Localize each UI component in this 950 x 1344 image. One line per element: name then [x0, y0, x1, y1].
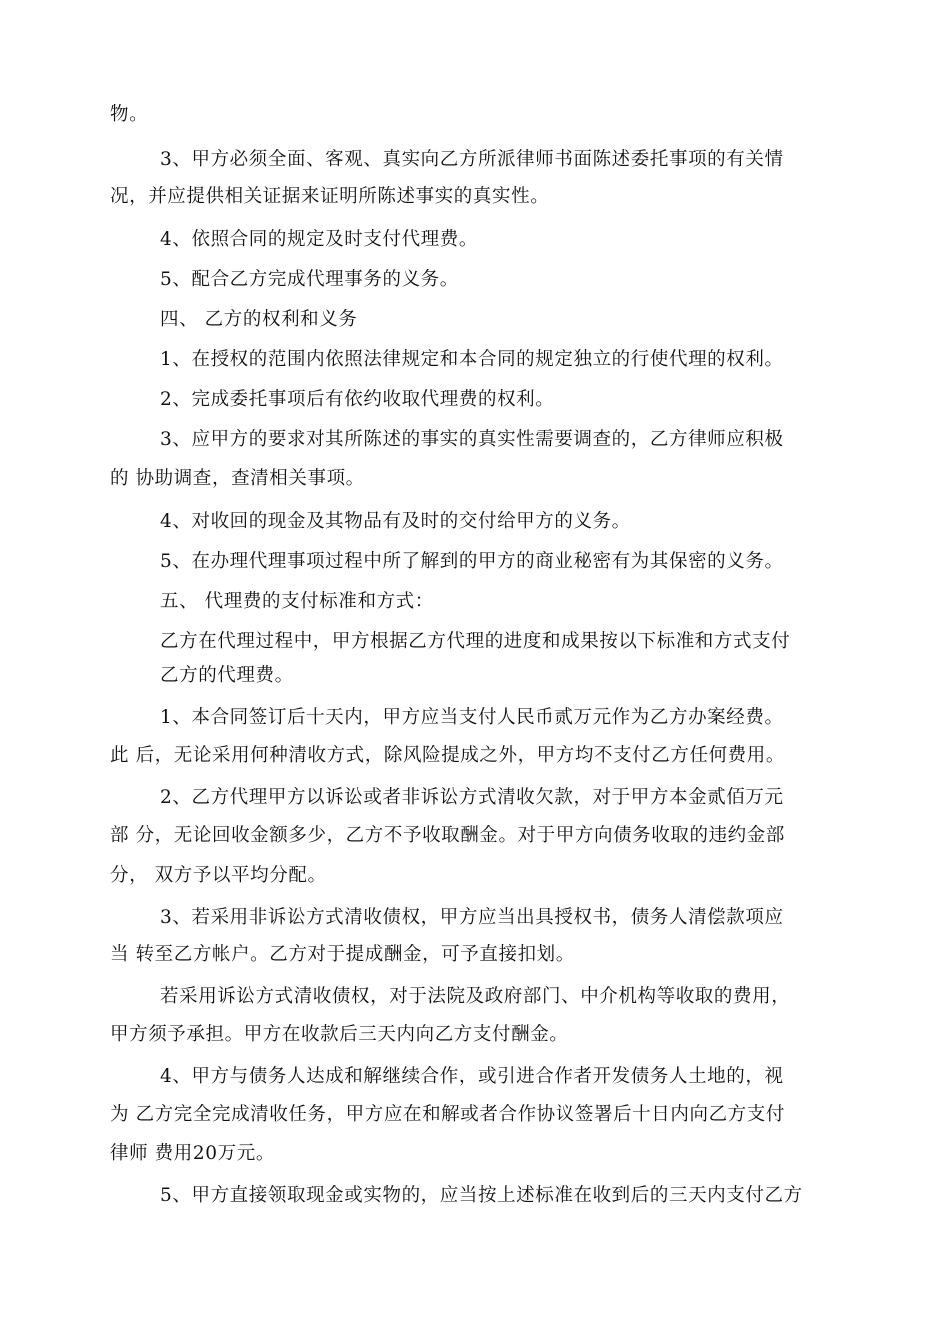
- text-line: 2、乙方代理甲方以诉讼或者非诉讼方式清收欠款，对于甲方本金贰佰万元: [160, 787, 784, 808]
- text-line: 2、完成委托事项后有依约收取代理费的权利。: [160, 389, 555, 410]
- text-line: 的 协助调查，查清相关事项。: [110, 468, 365, 489]
- section-heading: 五、 代理费的支付标准和方式：: [160, 591, 434, 612]
- section-heading: 四、 乙方的权利和义务: [160, 309, 358, 330]
- text-line: 物。: [110, 104, 149, 125]
- text-line: 当 转至乙方帐户。乙方对于提成酬金，可予直接扣划。: [110, 944, 575, 965]
- text-line: 5、在办理代理事项过程中所了解到的甲方的商业秘密有为其保密的义务。: [160, 551, 784, 572]
- text-line: 甲方须予承担。甲方在收款后三天内向乙方支付酬金。: [110, 1024, 569, 1045]
- text-line: 4、依照合同的规定及时支付代理费。: [160, 229, 478, 250]
- text-line: 乙方的代理费。: [160, 665, 294, 686]
- text-line: 5、配合乙方完成代理事务的义务。: [160, 269, 459, 290]
- text-line: 为 乙方完全完成清收任务，甲方应在和解或者合作协议签署后十日内向乙方支付: [110, 1104, 785, 1125]
- text-line: 5、甲方直接领取现金或实物的，应当按上述标准在收到后的三天内支付乙方: [160, 1185, 803, 1206]
- text-line: 3、若采用非诉讼方式清收债权，甲方应当出具授权书，债务人清偿款项应: [160, 907, 784, 928]
- text-line: 乙方在代理过程中，甲方根据乙方代理的进度和成果按以下标准和方式支付: [160, 631, 791, 652]
- text-line: 3、应甲方的要求对其所陈述的事实的真实性需要调查的，乙方律师应积极: [160, 429, 784, 450]
- text-line: 4、甲方与债务人达成和解继续合作，或引进合作者开发债务人土地的，视: [160, 1066, 784, 1087]
- text-line: 若采用诉讼方式清收债权，对于法院及政府部门、中介机构等收取的费用，: [160, 986, 791, 1007]
- text-line: 1、本合同签订后十天内，甲方应当支付人民币贰万元作为乙方办案经费。: [160, 707, 784, 728]
- text-line: 律师 费用20万元。: [110, 1143, 275, 1164]
- text-line: 部 分，无论回收金额多少，乙方不予收取酬金。对于甲方向债务收取的违约金部: [110, 825, 785, 846]
- text-line: 3、甲方必须全面、客观、真实向乙方所派律师书面陈述委托事项的有关情: [160, 149, 784, 170]
- text-line: 分， 双方予以平均分配。: [110, 865, 327, 886]
- text-line: 1、在授权的范围内依照法律规定和本合同的规定独立的行使代理的权利。: [160, 349, 784, 370]
- text-line: 况，并应提供相关证据来证明所陈述事实的真实性。: [110, 186, 550, 207]
- text-line: 4、对收回的现金及其物品有及时的交付给甲方的义务。: [160, 511, 631, 532]
- text-line: 此 后，无论采用何种清收方式，除风险提成之外，甲方均不支付乙方任何费用。: [110, 745, 785, 766]
